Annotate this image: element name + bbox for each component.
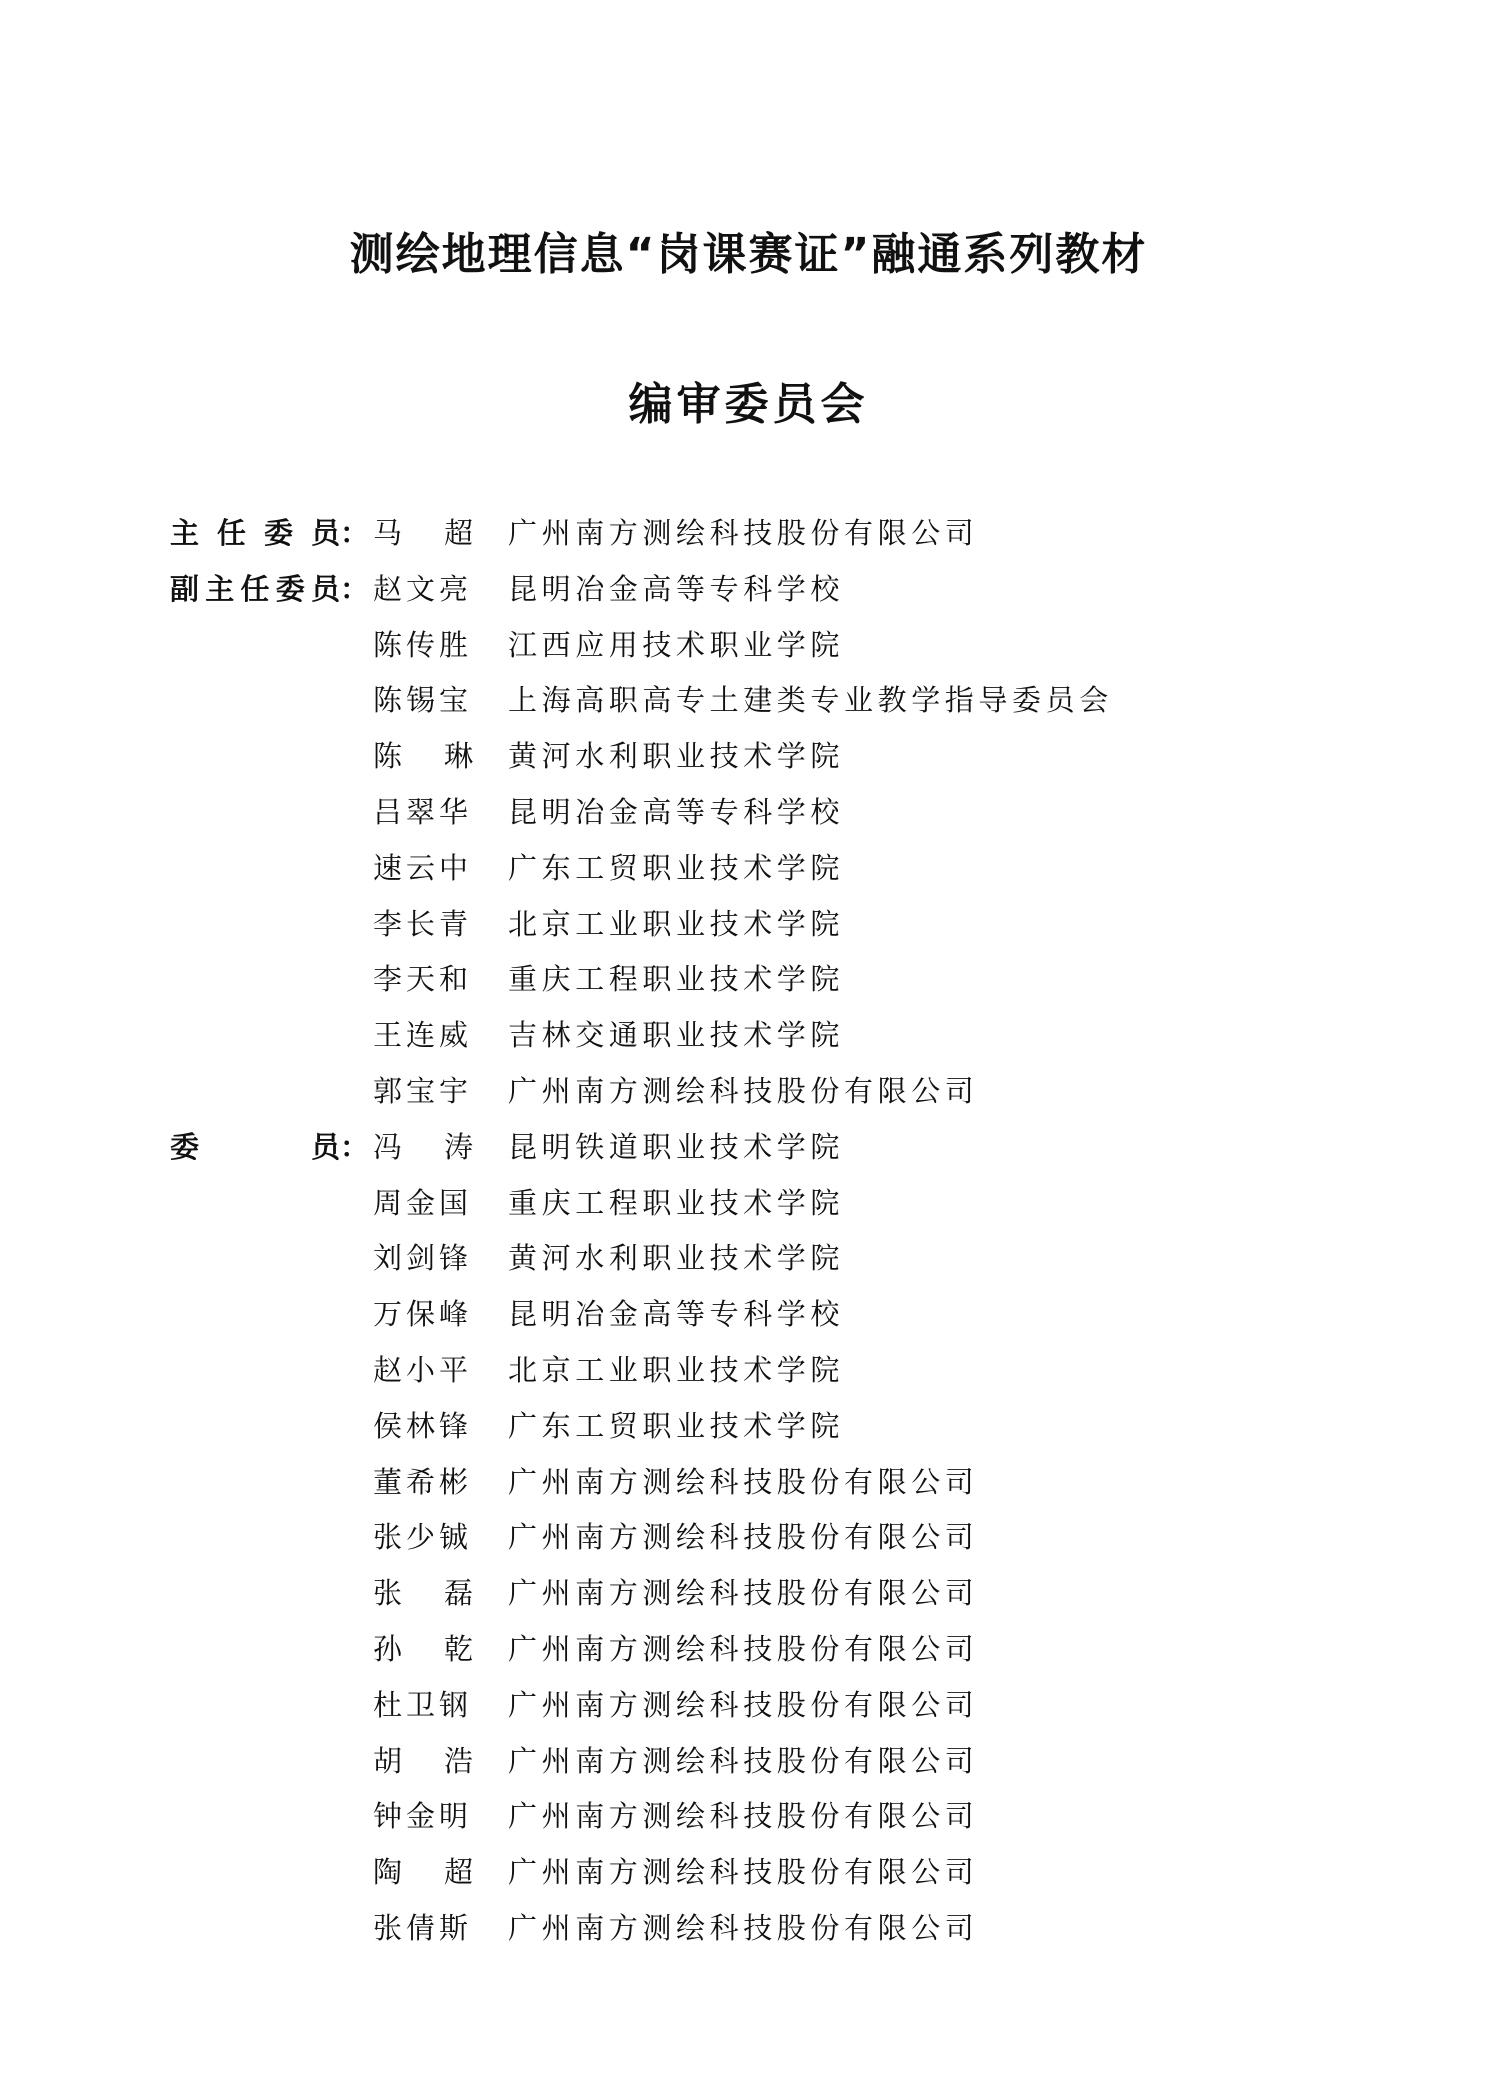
member-organization: 广州南方测绘科技股份有限公司 — [508, 1520, 979, 1555]
member-name: 陶 超 — [373, 1855, 473, 1890]
member-name: 张倩斯 — [373, 1911, 473, 1945]
member-organization: 广州南方测绘科技股份有限公司 — [508, 516, 979, 550]
member-row — [0, 1119, 1497, 1175]
member-name: 冯 涛 — [373, 1129, 473, 1164]
member-organization: 上海高职高专土建类专业教学指导委员会 — [508, 683, 1113, 718]
member-row — [0, 1007, 1497, 1063]
member-name: 张 磊 — [373, 1576, 473, 1611]
member-organization: 昆明铁道职业技术学院 — [508, 1129, 845, 1164]
member-organization: 昆明冶金高等专科学校 — [508, 795, 845, 829]
member-row — [0, 1286, 1497, 1342]
member-organization: 广东工贸职业技术学院 — [508, 1408, 845, 1443]
member-row — [0, 1844, 1497, 1900]
member-name: 周金国 — [373, 1185, 473, 1220]
member-row — [0, 1175, 1497, 1231]
role-label: 主 任 委 员 — [170, 516, 340, 550]
member-row — [0, 1900, 1497, 1956]
member-organization: 广州南方测绘科技股份有限公司 — [508, 1687, 979, 1722]
member-name: 杜卫钢 — [373, 1687, 473, 1722]
member-organization: 广州南方测绘科技股份有限公司 — [508, 1464, 979, 1499]
member-organization: 江西应用技术职业学院 — [508, 627, 845, 662]
role-colon: ： — [340, 571, 370, 606]
member-row — [0, 1621, 1497, 1677]
member-organization: 广州南方测绘科技股份有限公司 — [508, 1743, 979, 1778]
member-row — [0, 1063, 1497, 1119]
role-label: 副 主 任 委 员 — [170, 571, 340, 606]
member-name: 李长青 — [373, 906, 473, 941]
role-colon: ： — [340, 1129, 370, 1164]
member-name: 钟金明 — [373, 1799, 473, 1834]
member-name: 董希彬 — [373, 1464, 473, 1499]
member-name: 速云中 — [373, 850, 473, 885]
member-row — [0, 1509, 1497, 1565]
member-name: 陈 琳 — [373, 739, 473, 774]
member-organization: 广州南方测绘科技股份有限公司 — [508, 1632, 979, 1666]
member-organization: 北京工业职业技术学院 — [508, 1353, 845, 1387]
page-subtitle: 编审委员会 — [628, 379, 869, 430]
member-row — [0, 1230, 1497, 1286]
role-colon: ： — [340, 516, 370, 550]
member-row — [0, 561, 1497, 617]
member-organization: 广州南方测绘科技股份有限公司 — [508, 1799, 979, 1834]
member-organization: 重庆工程职业技术学院 — [508, 1185, 845, 1220]
member-name: 孙 乾 — [373, 1632, 473, 1666]
member-name: 赵文亮 — [373, 571, 473, 606]
member-name: 李天和 — [373, 962, 473, 997]
member-name: 吕翠华 — [373, 795, 473, 829]
member-row — [0, 1733, 1497, 1789]
member-organization: 昆明冶金高等专科学校 — [508, 571, 845, 606]
member-name: 侯林锋 — [373, 1408, 473, 1443]
member-organization: 黄河水利职业技术学院 — [508, 1241, 845, 1276]
member-row — [0, 617, 1497, 673]
member-row — [0, 951, 1497, 1007]
member-row — [0, 728, 1497, 784]
member-name: 赵小平 — [373, 1353, 473, 1387]
member-row — [0, 784, 1497, 840]
member-row — [0, 1565, 1497, 1621]
member-row — [0, 1342, 1497, 1398]
member-row — [0, 672, 1497, 728]
member-name: 王连威 — [373, 1018, 473, 1053]
member-organization: 广州南方测绘科技股份有限公司 — [508, 1074, 979, 1108]
member-name: 万保峰 — [373, 1297, 473, 1332]
member-name: 刘剑锋 — [373, 1241, 473, 1276]
member-row — [0, 840, 1497, 896]
member-row — [0, 896, 1497, 952]
member-row — [0, 1454, 1497, 1510]
role-label: 委 员 — [170, 1129, 340, 1164]
member-organization: 重庆工程职业技术学院 — [508, 962, 845, 997]
member-row — [0, 505, 1497, 561]
member-name: 马 超 — [373, 516, 473, 550]
member-organization: 北京工业职业技术学院 — [508, 906, 845, 941]
member-name: 陈锡宝 — [373, 683, 473, 718]
member-name: 胡 浩 — [373, 1743, 473, 1778]
member-organization: 广东工贸职业技术学院 — [508, 850, 845, 885]
member-name: 郭宝宇 — [373, 1074, 473, 1108]
member-row — [0, 1788, 1497, 1844]
member-name: 张少铖 — [373, 1520, 473, 1555]
member-row — [0, 1677, 1497, 1733]
member-organization: 广州南方测绘科技股份有限公司 — [508, 1911, 979, 1945]
member-name: 陈传胜 — [373, 627, 473, 662]
member-organization: 广州南方测绘科技股份有限公司 — [508, 1576, 979, 1611]
member-organization: 广州南方测绘科技股份有限公司 — [508, 1855, 979, 1890]
page-title: 测绘地理信息“岗课赛证”融通系列教材 — [349, 229, 1148, 280]
member-organization: 黄河水利职业技术学院 — [508, 739, 845, 774]
member-organization: 昆明冶金高等专科学校 — [508, 1297, 845, 1332]
member-row — [0, 1398, 1497, 1454]
member-organization: 吉林交通职业技术学院 — [508, 1018, 845, 1053]
